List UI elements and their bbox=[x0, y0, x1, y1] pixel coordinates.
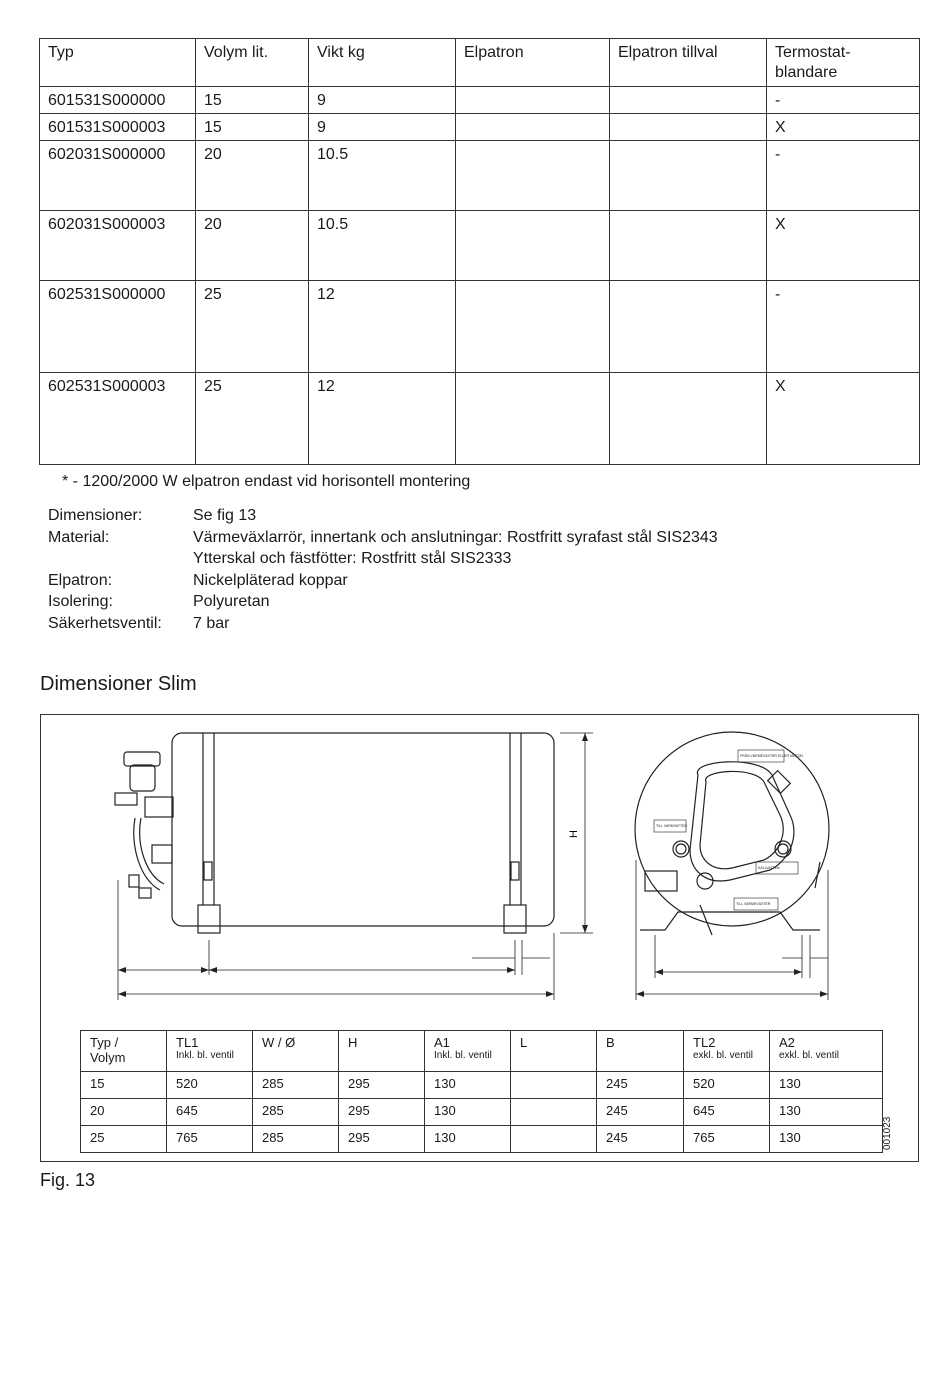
dim-header-sublabel: Inkl. bl. ventil bbox=[176, 1050, 234, 1061]
thermostat-valve bbox=[130, 765, 155, 791]
property-value: Ytterskal och fästfötter: Rostfritt stål SIS2333 bbox=[193, 550, 512, 567]
property-value: Nickelpläterad koppar bbox=[193, 571, 348, 589]
dim-cell: 295 bbox=[339, 1072, 425, 1099]
dim-cell: 765 bbox=[167, 1126, 253, 1153]
spec-header-cell: Volym lit. bbox=[196, 39, 309, 87]
dim-header-cell bbox=[770, 1031, 883, 1072]
dim-cell: 520 bbox=[684, 1072, 770, 1099]
dim-cell bbox=[511, 1126, 597, 1153]
spec-cell: 10.5 bbox=[309, 141, 456, 211]
dim-cell bbox=[511, 1099, 597, 1126]
spec-header-cell: Vikt kg bbox=[309, 39, 456, 87]
dim-header-label: TL1 bbox=[176, 1035, 199, 1050]
left-foot-connector bbox=[198, 905, 220, 933]
spec-header-cell: Typ bbox=[40, 39, 196, 87]
dim-header-sublabel: exkl. bl. ventil bbox=[693, 1050, 754, 1061]
dim-header-cell bbox=[339, 1031, 425, 1072]
dim-cell: 130 bbox=[770, 1072, 883, 1099]
dim-header-label: A2 bbox=[779, 1035, 795, 1050]
dim-header-sublabel: Inkl. bl. ventil bbox=[434, 1050, 492, 1061]
right-foot-connector bbox=[504, 905, 526, 933]
dim-cell: 285 bbox=[253, 1126, 339, 1153]
spec-cell: 602531S000003 bbox=[40, 373, 196, 465]
property-value: Polyuretan bbox=[193, 593, 270, 610]
footnote: * - 1200/2000 W elpatron endast vid horisontell montering bbox=[62, 473, 471, 490]
spec-cell: - bbox=[767, 141, 920, 211]
drawing-label: TILL VÄRMEVÄXTER bbox=[736, 902, 771, 906]
dim-header-label: L bbox=[520, 1035, 528, 1050]
dim-cell: 245 bbox=[597, 1099, 684, 1126]
dim-cell: 130 bbox=[425, 1072, 511, 1099]
dim-header-cell bbox=[684, 1031, 770, 1072]
spec-cell: X bbox=[767, 211, 920, 281]
spec-cell: X bbox=[767, 114, 920, 141]
dim-cell: 645 bbox=[167, 1099, 253, 1126]
property-key: Dimensioner: bbox=[48, 507, 143, 524]
spec-cell: 9 bbox=[309, 114, 456, 141]
spec-cell: 10.5 bbox=[309, 211, 456, 281]
dim-cell: 25 bbox=[81, 1126, 167, 1153]
dim-cell bbox=[511, 1072, 597, 1099]
spec-cell: 602031S000000 bbox=[40, 141, 196, 211]
spec-cell: 9 bbox=[309, 87, 456, 114]
dim-header-cell bbox=[253, 1031, 339, 1072]
property-value: Värmeväxlarrör, innertank och anslutningar: Rostfritt syrafast stål SIS2343 bbox=[193, 528, 718, 546]
property-key: Säkerhetsventil: bbox=[48, 614, 162, 632]
dim-header-cell bbox=[511, 1031, 597, 1072]
spec-cell: 12 bbox=[309, 373, 456, 465]
tank-side-body bbox=[172, 733, 554, 926]
tank-front-body bbox=[635, 732, 829, 926]
spec-header-cell: Elpatron tillval bbox=[610, 39, 767, 87]
dim-header-label: Typ / Volym bbox=[90, 1035, 126, 1065]
spec-cell: 602531S000000 bbox=[40, 281, 196, 373]
dimension-h-label: H bbox=[568, 830, 580, 838]
dim-cell: 130 bbox=[425, 1099, 511, 1126]
property-value: 7 bar bbox=[193, 614, 230, 632]
dim-row bbox=[81, 1099, 883, 1126]
figure-caption: Fig. 13 bbox=[40, 1170, 96, 1190]
drawing-label: FRÅN VÄRMEVÄXTER ELLER MOTOR bbox=[740, 754, 803, 758]
dim-header-label: A1 bbox=[434, 1035, 450, 1050]
dim-header-label: W / Ø bbox=[262, 1035, 296, 1050]
dim-row bbox=[81, 1072, 883, 1099]
dim-cell: 765 bbox=[684, 1126, 770, 1153]
dim-cell: 245 bbox=[597, 1072, 684, 1099]
drawing-label: TILL VARMVATTEN bbox=[656, 824, 687, 828]
dim-header-cell bbox=[425, 1031, 511, 1072]
spec-cell: X bbox=[767, 373, 920, 465]
dim-header-cell bbox=[81, 1031, 167, 1072]
section-heading: Dimensioner Slim bbox=[40, 673, 197, 695]
property-key: Elpatron: bbox=[48, 571, 113, 589]
property-value: Se fig 13 bbox=[193, 507, 257, 524]
spec-cell: 20 bbox=[196, 211, 309, 281]
dim-cell: 520 bbox=[167, 1072, 253, 1099]
dimension-table bbox=[80, 1030, 883, 1153]
property-key: Isolering: bbox=[48, 593, 113, 610]
spec-cell: 602031S000003 bbox=[40, 211, 196, 281]
dim-cell: 285 bbox=[253, 1072, 339, 1099]
spec-header-cell: Termostat- blandare bbox=[767, 39, 920, 87]
dim-header-sublabel: exkl. bl. ventil bbox=[779, 1050, 840, 1061]
dim-header-label: TL2 bbox=[693, 1035, 716, 1050]
spec-cell: - bbox=[767, 87, 920, 114]
spec-cell: 601531S000000 bbox=[40, 87, 196, 114]
dim-cell: 295 bbox=[339, 1099, 425, 1126]
dim-header-label: B bbox=[606, 1035, 615, 1050]
spec-cell: 20 bbox=[196, 141, 309, 211]
dim-header-row bbox=[81, 1031, 883, 1072]
dim-header-cell bbox=[167, 1031, 253, 1072]
property-key: Material: bbox=[48, 528, 110, 546]
dim-cell: 130 bbox=[770, 1099, 883, 1126]
dim-cell: 130 bbox=[770, 1126, 883, 1153]
dim-cell: 645 bbox=[684, 1099, 770, 1126]
dim-row bbox=[81, 1126, 883, 1153]
spec-cell: 25 bbox=[196, 373, 309, 465]
dim-cell: 295 bbox=[339, 1126, 425, 1153]
dim-cell: 285 bbox=[253, 1099, 339, 1126]
dim-header-cell bbox=[597, 1031, 684, 1072]
dim-header-label: H bbox=[348, 1035, 358, 1050]
spec-cell: - bbox=[767, 281, 920, 373]
dim-cell: 130 bbox=[425, 1126, 511, 1153]
dim-cell: 245 bbox=[597, 1126, 684, 1153]
dim-cell: 15 bbox=[81, 1072, 167, 1099]
spec-cell: 601531S000003 bbox=[40, 114, 196, 141]
spec-cell: 15 bbox=[196, 114, 309, 141]
dim-cell: 20 bbox=[81, 1099, 167, 1126]
spec-cell: 25 bbox=[196, 281, 309, 373]
spec-cell: 12 bbox=[309, 281, 456, 373]
drawing-label: KALLVATTEN bbox=[758, 866, 780, 870]
spec-header-cell: Elpatron bbox=[456, 39, 610, 87]
figure-code: 001023 bbox=[882, 1116, 893, 1150]
spec-cell: 15 bbox=[196, 87, 309, 114]
